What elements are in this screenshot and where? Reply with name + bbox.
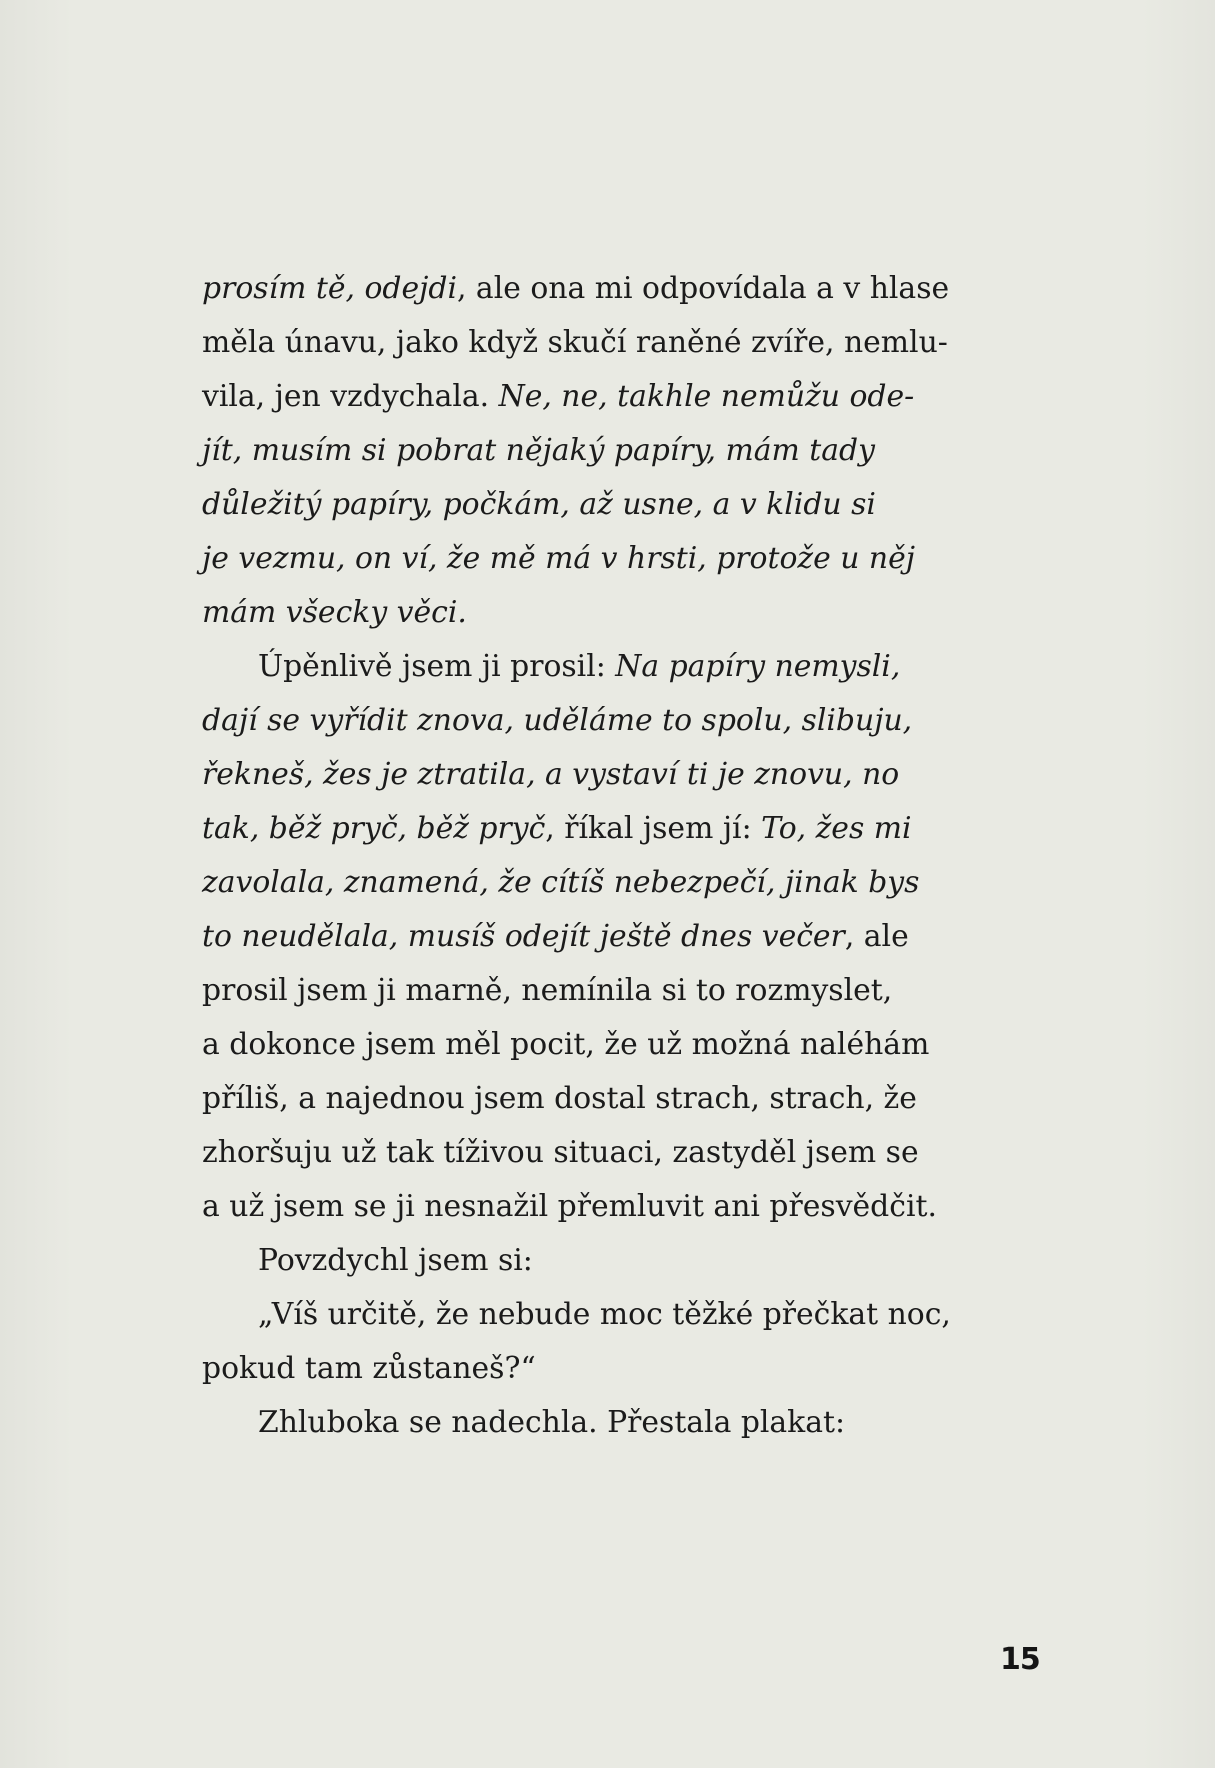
- body-text: [202, 262, 1037, 1450]
- text-segment: , ale ona mi odpovídala a v hlase: [456, 271, 950, 306]
- text-line: [202, 262, 1037, 316]
- text-line: [202, 1018, 1037, 1072]
- italic-text-segment: Ne, ne, takhle nemůžu ode-: [498, 379, 915, 414]
- text-line: [202, 748, 1037, 802]
- text-line: [202, 1126, 1037, 1180]
- text-segment: Úpěnlivě jsem ji prosil:: [258, 649, 616, 684]
- italic-text-segment: mám všecky věci.: [202, 595, 467, 630]
- text-segment: Povzdychl jsem si:: [258, 1243, 533, 1278]
- italic-text-segment: tak, běž pryč, běž pryč: [202, 811, 546, 846]
- text-line: [202, 1396, 1037, 1450]
- text-segment: , říkal jsem jí:: [545, 811, 762, 846]
- text-line: [202, 910, 1037, 964]
- italic-text-segment: důležitý papíry, počkám, až usne, a v klidu si: [202, 487, 876, 522]
- text-line: [202, 586, 1037, 640]
- italic-text-segment: prosím tě, odejdi: [202, 271, 457, 306]
- italic-text-segment: zavolala, znamená, že cítíš nebezpečí, jinak bys: [202, 865, 920, 900]
- text-segment: zhoršuju už tak tíživou situaci, zastyděl jsem se: [202, 1135, 919, 1170]
- italic-text-segment: To, žes mi: [761, 811, 912, 846]
- italic-text-segment: Na papíry nemysli,: [615, 649, 901, 684]
- text-line: [202, 316, 1037, 370]
- text-line: [202, 532, 1037, 586]
- text-line: [202, 694, 1037, 748]
- text-segment: prosil jsem ji marně, nemínila si to rozmyslet,: [202, 973, 893, 1008]
- italic-text-segment: dají se vyřídit znova, uděláme to spolu, slibuju,: [202, 703, 913, 738]
- text-segment: měla únavu, jako když skučí raněné zvíře, nemlu-: [202, 325, 948, 360]
- text-segment: pokud tam zůstaneš?“: [202, 1351, 536, 1386]
- text-line: [202, 478, 1037, 532]
- text-segment: a dokonce jsem měl pocit, že už možná naléhám: [202, 1027, 930, 1062]
- text-line: [202, 1342, 1037, 1396]
- text-segment: „Víš určitě, že nebude moc těžké přečkat noc,: [258, 1297, 951, 1332]
- text-segment: a už jsem se ji nesnažil přemluvit ani přesvědčit.: [202, 1189, 937, 1224]
- italic-text-segment: jít, musím si pobrat nějaký papíry, mám tady: [202, 433, 875, 468]
- text-line: [202, 424, 1037, 478]
- text-line: [202, 802, 1037, 856]
- text-segment: příliš, a najednou jsem dostal strach, strach, že: [202, 1081, 917, 1116]
- text-line: [202, 856, 1037, 910]
- text-line: [202, 1072, 1037, 1126]
- text-line: [202, 1234, 1037, 1288]
- italic-text-segment: řekneš, žes je ztratila, a vystaví ti je znovu, no: [202, 757, 900, 792]
- page-number: 15: [1000, 1642, 1040, 1677]
- italic-text-segment: je vezmu, on ví, že mě má v hrsti, protože u něj: [202, 541, 916, 576]
- text-line: [202, 1288, 1037, 1342]
- text-segment: Zhluboka se nadechla. Přestala plakat:: [258, 1405, 846, 1440]
- text-line: [202, 1180, 1037, 1234]
- italic-text-segment: to neudělala, musíš odejít ještě dnes večer: [202, 919, 845, 954]
- text-line: [202, 964, 1037, 1018]
- text-line: [202, 640, 1037, 694]
- text-line: [202, 370, 1037, 424]
- text-segment: vila, jen vzdychala.: [202, 379, 499, 414]
- text-segment: , ale: [844, 919, 909, 954]
